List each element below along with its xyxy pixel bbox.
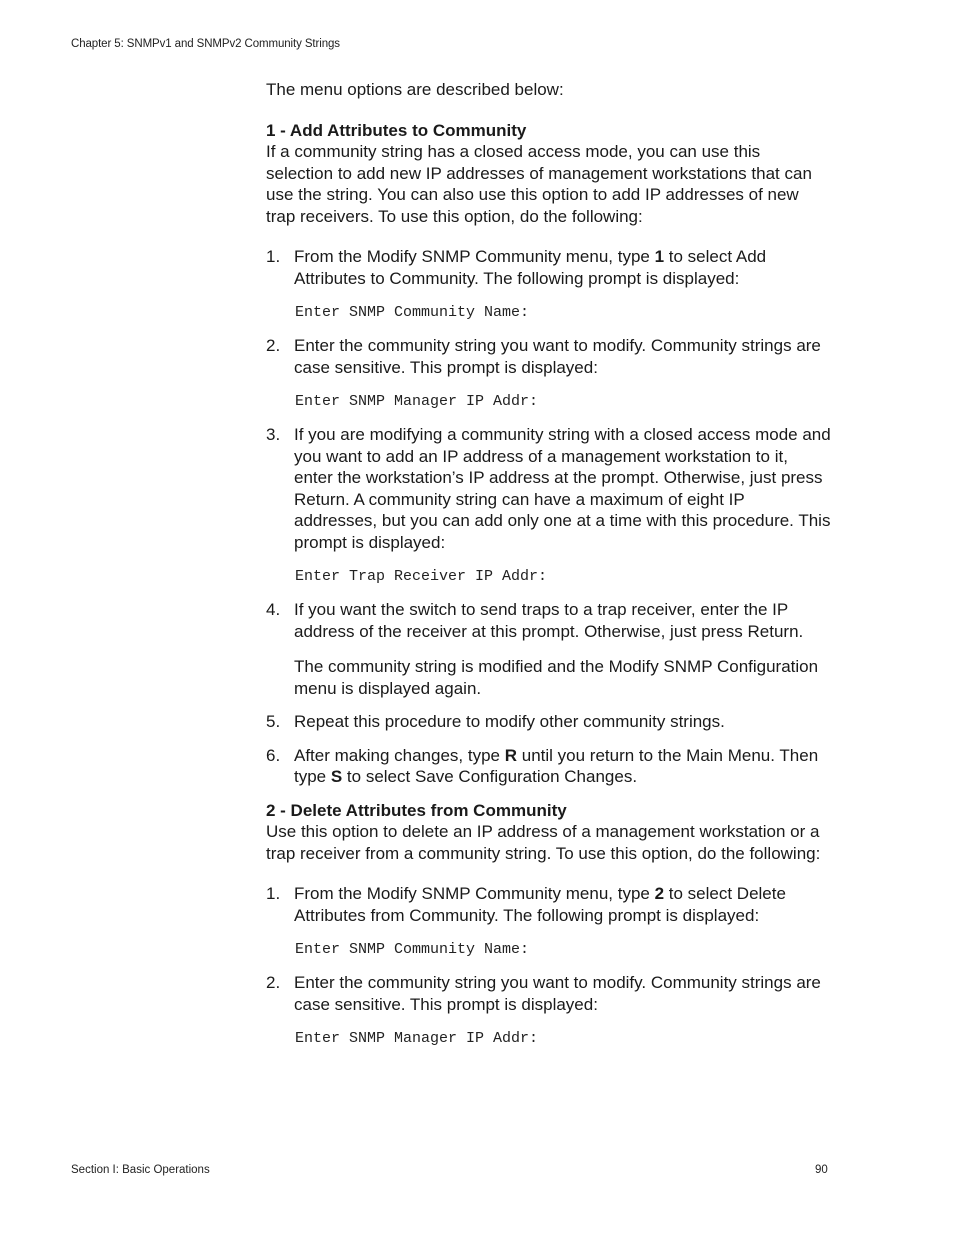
step-number: 1. [266,247,281,266]
list-item [266,599,831,699]
step-text: Repeat this procedure to modify other community strings. [294,712,725,731]
intro-text: The menu options are described below: [266,80,564,99]
page-number: 90 [815,1164,828,1176]
section2-heading: 2 - Delete Attributes from Community [266,800,567,820]
step-text: Enter the community string you want to modify. Community strings are case sensitive. This prompt is displayed: [294,336,821,377]
page-content [266,79,831,1061]
chapter-header: Chapter 5: SNMPv1 and SNMPv2 Community Strings [71,38,340,50]
step-number: 4. [266,600,281,619]
step-extra-text: The community string is modified and the Modify SNMP Configuration menu is displayed again. [294,657,819,698]
list-item [266,424,831,587]
step-number: 3. [266,425,281,444]
list-item [266,883,831,960]
section1-steps [266,246,831,788]
prompt-code: Enter SNMP Community Name: [295,304,530,321]
step-text: If you want the switch to send traps to a trap receiver, enter the IP address of the receiver at this prompt. Otherwise, just press Return. [294,600,804,641]
list-item [266,335,831,412]
step-text: After making changes, type R until you return to the Main Menu. Then type S to select Save Configuration Changes. [294,745,819,786]
step-number: 2. [266,973,281,992]
list-item [266,246,831,323]
prompt-code: Enter Trap Receiver IP Addr: [295,568,548,585]
section1-text: If a community string has a closed access mode, you can use this selection to add new IP addresses of management workstations that can use the string. You can also use this option to add IP addresses of new trap receivers. To use this option, do the following: [266,142,812,226]
section1-heading: 1 - Add Attributes to Community [266,120,527,140]
prompt-code: Enter SNMP Community Name: [295,941,530,958]
prompt-code: Enter SNMP Manager IP Addr: [295,1030,539,1047]
step-text: From the Modify SNMP Community menu, type 1 to select Add Attributes to Community. The following prompt is displayed: [294,247,767,288]
footer-section: Section I: Basic Operations [71,1164,210,1176]
section2-steps [266,883,831,1049]
section2-text: Use this option to delete an IP address of a management workstation or a trap receiver from a community string. To use this option, do the following: [266,822,821,863]
prompt-code: Enter SNMP Manager IP Addr: [295,393,539,410]
step-number: 5. [266,712,281,731]
step-number: 6. [266,745,281,765]
step-text: If you are modifying a community string with a closed access mode and you want to add an IP address of a management workstation to it, enter the workstation’s IP address at the prompt. Otherwise, just press Return. A community string can have a maximum of eight IP addresses, but you can add only one at a time with this procedure. This prompt is displayed: [294,425,831,552]
list-item [266,972,831,1049]
list-item [266,745,831,788]
step-number: 2. [266,336,281,355]
list-item [266,711,831,733]
step-text: Enter the community string you want to modify. Community strings are case sensitive. This prompt is displayed: [294,973,821,1014]
step-number: 1. [266,884,281,903]
step-text: From the Modify SNMP Community menu, type 2 to select Delete Attributes from Community. The following prompt is displayed: [294,884,786,925]
